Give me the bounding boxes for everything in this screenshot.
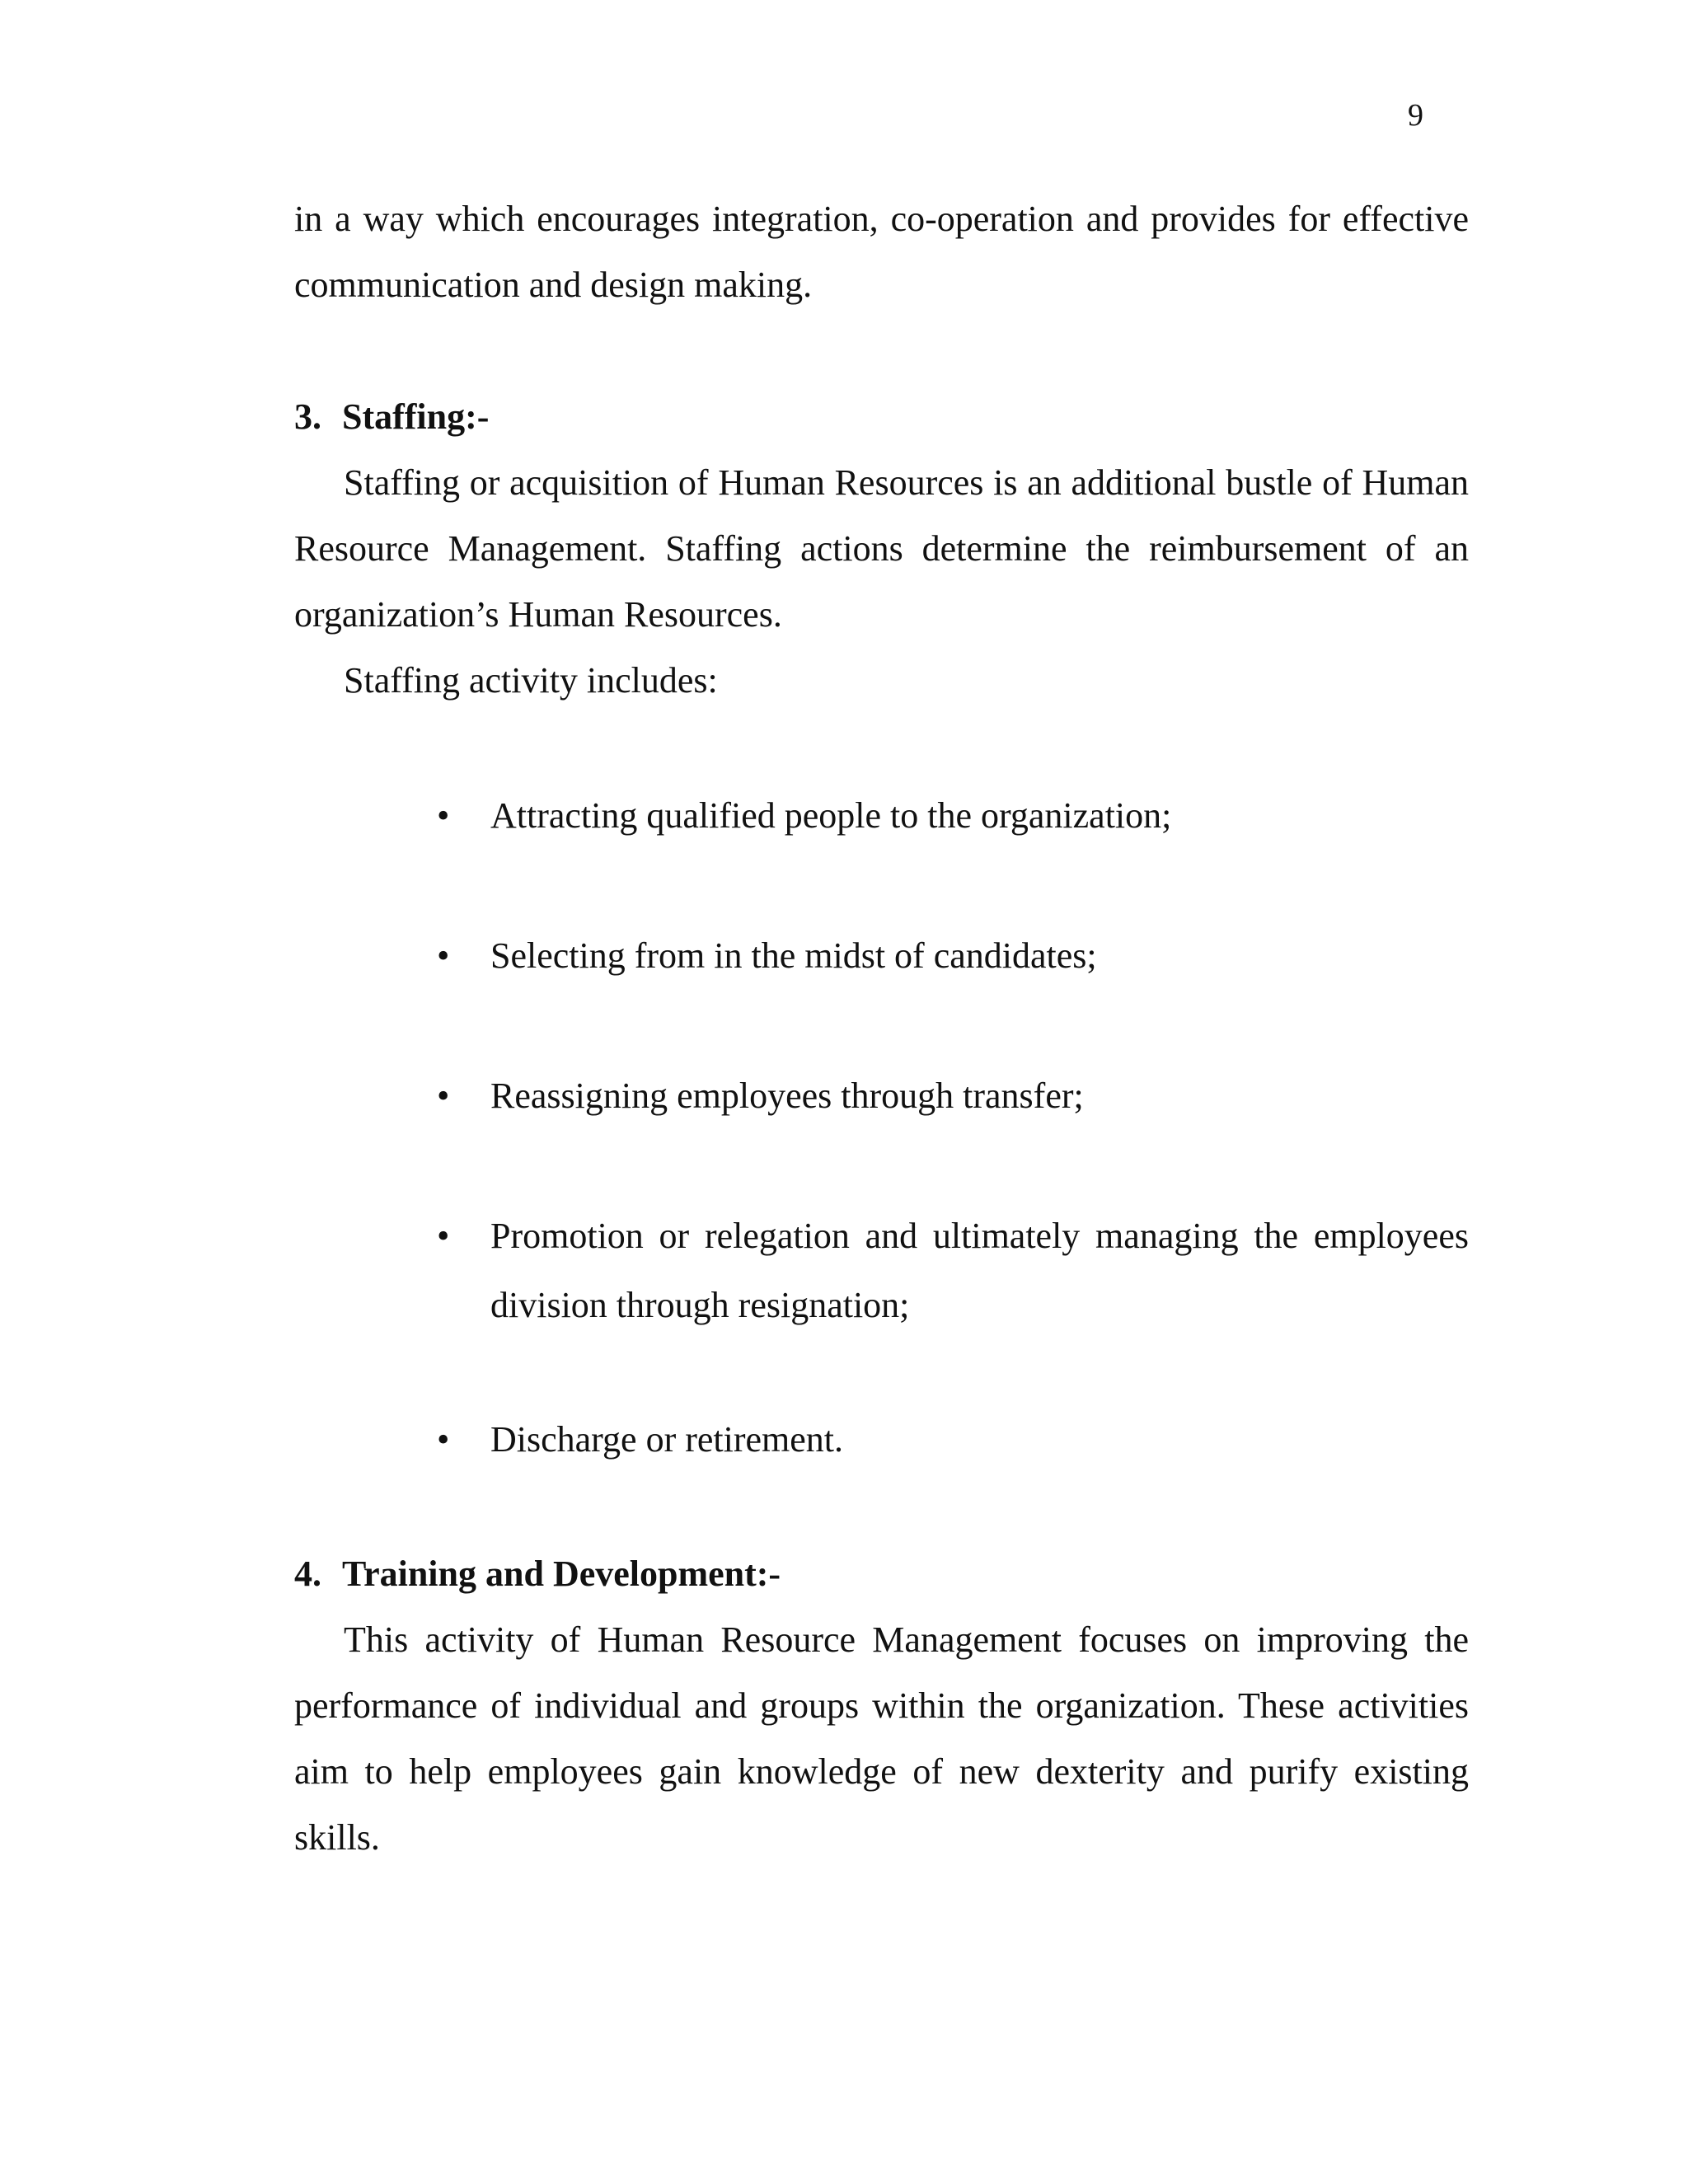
list-item-text: Selecting from in the midst of candidates; (490, 935, 1097, 976)
bullet-icon: • (437, 1419, 450, 1460)
intro-paragraph: in a way which encourages integration, co-operation and provides for effective communication and design making. (294, 199, 1469, 305)
staffing-heading (294, 384, 489, 450)
staffing-heading-number: 3. (294, 396, 321, 437)
list-item (437, 781, 1469, 851)
bullet-icon: • (437, 935, 450, 976)
training-heading-number: 4. (294, 1554, 321, 1594)
list-item-text: Reassigning employees through transfer; (490, 1076, 1084, 1116)
bullet-icon: • (437, 795, 450, 836)
list-item (437, 1405, 1469, 1474)
list-item-text: Attracting qualified people to the organization; (490, 795, 1172, 836)
page-number: 9 (1408, 98, 1423, 133)
staffing-lead: Staffing activity includes: (344, 660, 718, 701)
bullet-icon: • (437, 1076, 450, 1116)
training-heading-title: Training and Development:- (342, 1554, 781, 1594)
list-item-text: Discharge or retirement. (490, 1419, 844, 1460)
staffing-paragraph: Staffing or acquisition of Human Resources is an additional bustle of Human Resource Management. Staffing actions determine the reimbursement of an organization’s Human Resources. (294, 462, 1469, 635)
staffing-heading-title: Staffing:- (342, 396, 490, 437)
list-item (437, 1202, 1469, 1340)
list-item (437, 921, 1469, 991)
training-paragraph: This activity of Human Resource Management focuses on improving the performance of individual and groups within the organization. These activities aim to help employees gain knowledge of new dexterity and purify existing skills. (294, 1619, 1469, 1858)
bullet-icon: • (437, 1216, 450, 1256)
list-item (437, 1062, 1469, 1131)
list-item-text: Promotion or relegation and ultimately managing the employees division through resignation; (490, 1216, 1469, 1325)
training-heading (294, 1541, 781, 1607)
